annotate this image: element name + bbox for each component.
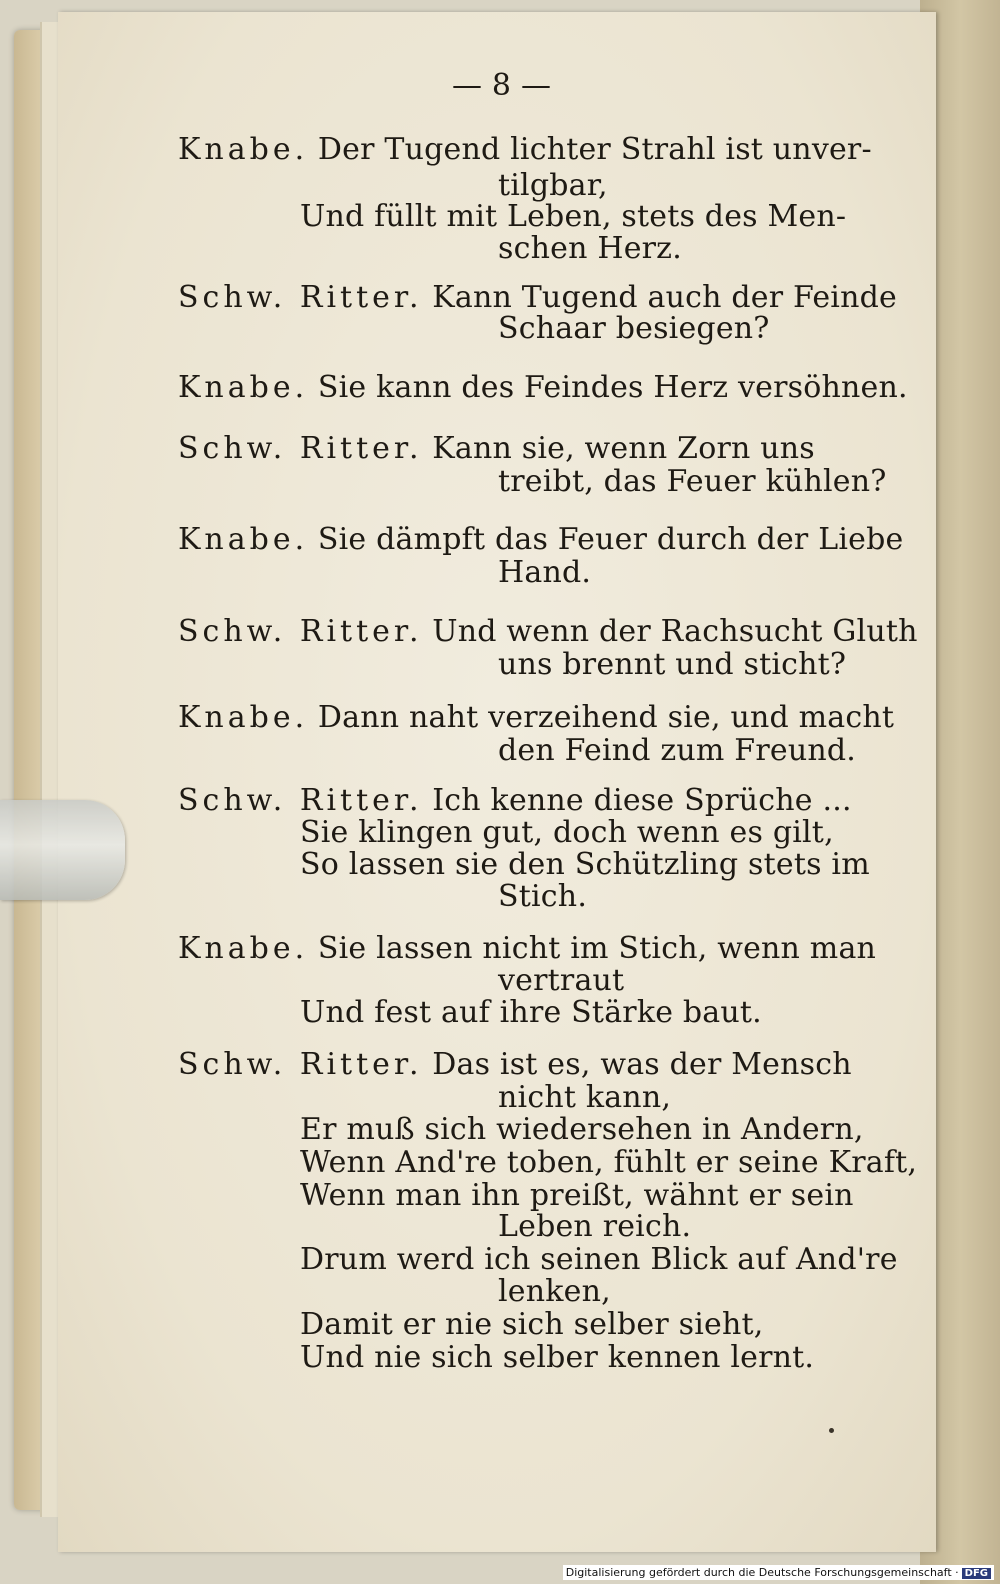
line-text: Sie dämpft das Feuer durch der Liebe [317, 522, 904, 557]
dialogue-line [178, 431, 815, 467]
dialogue-line: Damit er nie sich selber sieht, [300, 1307, 764, 1342]
dialogue-line: Leben reich. [498, 1209, 692, 1244]
dialogue-line: nicht kann, [498, 1080, 672, 1115]
dialogue-line: vertraut [498, 963, 625, 998]
dialogue-line: Stich. [498, 879, 588, 914]
dialogue-line: den Feind zum Freund. [498, 733, 857, 768]
dialogue-line: Wenn man ihn preißt, wähnt er sein [300, 1178, 854, 1213]
speaker-label: Knabe. [178, 931, 309, 966]
speaker-label: Schw. Ritter. [178, 1047, 423, 1082]
dialogue-line [178, 522, 903, 558]
credit-text: Digitalisierung gefördert durch die Deutsche Forschungsgemeinschaft · [565, 1566, 959, 1579]
dialogue-line: Schaar besiegen? [498, 311, 770, 346]
speaker-label: Knabe. [178, 132, 309, 167]
digitization-credit [563, 1565, 994, 1580]
line-text: Dann naht verzeihend sie, und macht [317, 700, 895, 735]
page-number: — 8 — [452, 68, 552, 103]
dialogue-line: Und nie sich selber kennen lernt. [300, 1340, 815, 1375]
speaker-label: Schw. Ritter. [178, 783, 423, 818]
dialogue-line [178, 783, 852, 819]
dialogue-line: Drum werd ich seinen Blick auf And're [300, 1242, 898, 1277]
speaker-label: Schw. Ritter. [178, 431, 423, 466]
speaker-label: Schw. Ritter. [178, 614, 423, 649]
line-text: Und wenn der Rachsucht Gluth [432, 614, 918, 649]
speaker-label: Knabe. [178, 700, 309, 735]
dialogue-line: Und fest auf ihre Stärke baut. [300, 995, 762, 1030]
dialogue-line [178, 370, 908, 406]
speaker-label: Knabe. [178, 522, 309, 557]
dialogue-line [178, 1047, 852, 1083]
line-text: Das ist es, was der Mensch [432, 1047, 852, 1082]
line-text: Sie kann des Feindes Herz versöhnen. [317, 370, 908, 405]
dialogue-line: Er muß sich wiedersehen in Andern, [300, 1112, 864, 1147]
line-text: Der Tugend lichter Strahl ist unver- [317, 132, 872, 167]
dialogue-line: Und füllt mit Leben, stets des Men- [300, 199, 847, 234]
dialogue-line [178, 614, 918, 650]
dialogue-line: treibt, das Feuer kühlen? [498, 464, 887, 499]
line-text: Kann Tugend auch der Feinde [432, 280, 897, 315]
dialogue-line: So lassen sie den Schützling stets im [300, 847, 870, 882]
line-text: Sie lassen nicht im Stich, wenn man [317, 931, 877, 966]
dialogue-line: schen Herz. [498, 231, 682, 266]
dialogue-line: uns brennt und sticht? [498, 647, 847, 682]
dialogue-line: Wenn And're toben, fühlt er seine Kraft, [300, 1145, 918, 1180]
dialogue-line: Sie klingen gut, doch wenn es gilt, [300, 815, 834, 850]
dialogue-line [178, 132, 872, 168]
ink-dot [829, 1428, 834, 1433]
dfg-logo: DFG [962, 1568, 991, 1579]
speaker-label: Knabe. [178, 370, 309, 405]
dialogue-line: tilgbar, [498, 168, 608, 203]
speaker-label: Schw. Ritter. [178, 280, 423, 315]
dialogue-line [178, 931, 876, 967]
dialogue-line: Hand. [498, 555, 592, 590]
line-text: Kann sie, wenn Zorn uns [432, 431, 815, 466]
line-text: Ich kenne diese Sprüche ... [432, 783, 852, 818]
dialogue-line: lenken, [498, 1274, 611, 1309]
dialogue-line [178, 700, 894, 736]
